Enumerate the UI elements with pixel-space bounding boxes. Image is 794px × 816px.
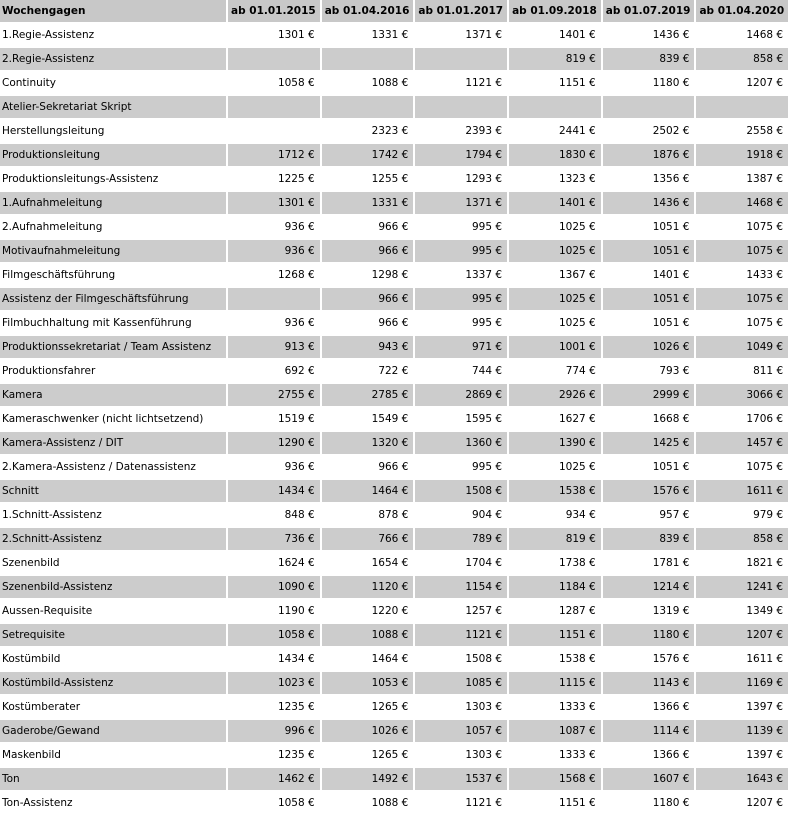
- wage-cell: 2926 €: [509, 384, 601, 406]
- wage-cell: 996 €: [228, 720, 320, 742]
- wage-cell: 1624 €: [277, 557, 315, 569]
- wage-cell: 878 €: [378, 509, 409, 521]
- wage-cell: [228, 96, 320, 118]
- wage-cell: 1025 €: [559, 461, 596, 473]
- wage-cell: 819 €: [509, 528, 601, 550]
- wage-cell: 1235 €: [277, 701, 315, 713]
- wage-cell: 1611 €: [746, 653, 784, 665]
- wage-cell: 1265 €: [371, 749, 409, 761]
- wage-cell: [415, 96, 507, 118]
- table-row: [0, 408, 788, 430]
- position-label: Aussen-Requisite: [2, 605, 93, 617]
- wage-cell: 774 €: [565, 365, 596, 377]
- table-row: [0, 168, 788, 190]
- position-label: 1.Schnitt-Assistenz: [2, 509, 102, 521]
- wage-cell: 1918 €: [696, 144, 788, 166]
- wage-cell: 1287 €: [559, 605, 596, 617]
- wage-cell: 1088 €: [322, 624, 414, 646]
- wage-cell: 1075 €: [696, 288, 788, 310]
- wage-cell: 1051 €: [652, 461, 690, 473]
- wage-cell: 1607 €: [603, 768, 695, 790]
- wage-cell: 1180 €: [652, 77, 690, 89]
- wage-cell: 1143 €: [603, 672, 695, 694]
- wage-cell: 1519 €: [277, 413, 315, 425]
- wage-cell: 1508 €: [415, 480, 507, 502]
- table-row: [0, 72, 788, 94]
- table-row: [0, 96, 788, 118]
- position-label: Filmgeschäftsführung: [2, 269, 116, 281]
- table-row: [0, 744, 788, 766]
- table-row: [0, 48, 788, 70]
- wage-cell: 1464 €: [371, 653, 409, 665]
- table-row: [0, 288, 788, 310]
- wage-cell: 1023 €: [228, 672, 320, 694]
- table-row: [0, 336, 788, 358]
- table-row: [0, 384, 788, 406]
- wage-cell: 1293 €: [465, 173, 503, 185]
- wage-cell: 1121 €: [415, 624, 507, 646]
- wage-cell: 1001 €: [509, 336, 601, 358]
- wage-cell: 1169 €: [696, 672, 788, 694]
- wage-cell: [509, 96, 601, 118]
- position-label: Kamera-Assistenz / DIT: [0, 432, 226, 454]
- table-row: [0, 768, 788, 790]
- wage-cell: 936 €: [284, 221, 315, 233]
- wage-cell: [603, 96, 695, 118]
- wage-cell: 936 €: [228, 240, 320, 262]
- wage-cell: 1290 €: [228, 432, 320, 454]
- wage-cell: 1462 €: [228, 768, 320, 790]
- position-label: Ton-Assistenz: [2, 797, 73, 809]
- wage-cell: 966 €: [378, 461, 409, 473]
- wage-cell: 979 €: [753, 509, 784, 521]
- table-row: [0, 600, 788, 622]
- wage-cell: 1225 €: [277, 173, 315, 185]
- wage-cell: [228, 48, 320, 70]
- wage-cell: 1121 €: [465, 77, 503, 89]
- wage-cell: 2999 €: [603, 384, 695, 406]
- wage-cell: 1180 €: [603, 624, 695, 646]
- wage-cell: 1301 €: [277, 29, 315, 41]
- wage-cell: [696, 96, 788, 118]
- wage-cell: 1151 €: [559, 797, 596, 809]
- table-row: [0, 144, 788, 166]
- wage-cell: 1049 €: [696, 336, 788, 358]
- wage-cell: 1303 €: [465, 749, 503, 761]
- wage-cell: 1075 €: [746, 221, 784, 233]
- wage-cell: 1468 €: [696, 192, 788, 214]
- table-row: [0, 792, 788, 814]
- column-header-date: ab 01.04.2020: [696, 0, 788, 22]
- wage-cell: 1114 €: [603, 720, 695, 742]
- position-label: Atelier-Sekretariat Skript: [0, 96, 226, 118]
- wage-cell: 1356 €: [652, 173, 690, 185]
- wage-cell: 1706 €: [746, 413, 784, 425]
- wage-cell: 1058 €: [277, 797, 315, 809]
- wage-cell: 1397 €: [746, 701, 784, 713]
- wage-cell: 1821 €: [746, 557, 784, 569]
- column-header-date: ab 01.01.2017: [415, 0, 507, 22]
- wage-cell: [322, 96, 414, 118]
- position-label: Produktionsfahrer: [2, 365, 96, 377]
- wage-cell: 1026 €: [322, 720, 414, 742]
- wage-cell: 1457 €: [696, 432, 788, 454]
- wage-cell: 1366 €: [652, 749, 690, 761]
- wage-cell: 1025 €: [509, 288, 601, 310]
- table-row: [0, 504, 788, 526]
- wage-cell: 1120 €: [322, 576, 414, 598]
- position-label: 2.Schnitt-Assistenz: [0, 528, 226, 550]
- wage-cell: 2393 €: [465, 125, 503, 137]
- wage-cell: 1492 €: [322, 768, 414, 790]
- wage-cell: 2785 €: [322, 384, 414, 406]
- wage-cell: 1333 €: [559, 749, 596, 761]
- position-label: Motivaufnahmeleitung: [0, 240, 226, 262]
- position-label: Setrequisite: [0, 624, 226, 646]
- wage-cell: 1331 €: [322, 192, 414, 214]
- wage-cell: 692 €: [284, 365, 315, 377]
- position-label: Continuity: [2, 77, 57, 89]
- wage-cell: 1207 €: [696, 624, 788, 646]
- wage-cell: 1207 €: [746, 77, 784, 89]
- wage-cell: 1781 €: [652, 557, 690, 569]
- wage-cell: 1257 €: [465, 605, 503, 617]
- wage-cell: 1401 €: [509, 192, 601, 214]
- wage-cell: 2323 €: [371, 125, 409, 137]
- column-header-date: ab 01.01.2015: [228, 0, 320, 22]
- table-row: [0, 360, 788, 382]
- wage-cell: 858 €: [696, 48, 788, 70]
- wage-cell: 1366 €: [652, 701, 690, 713]
- wage-cell: 1794 €: [415, 144, 507, 166]
- wage-cell: [228, 288, 320, 310]
- wage-cell: 1549 €: [371, 413, 409, 425]
- position-label: Produktionsleitungs-Assistenz: [2, 173, 159, 185]
- wage-cell: 1184 €: [509, 576, 601, 598]
- wage-cell: 1241 €: [696, 576, 788, 598]
- table-row: [0, 312, 788, 334]
- table-row: [0, 264, 788, 286]
- wage-cell: 971 €: [415, 336, 507, 358]
- wage-cell: 1830 €: [509, 144, 601, 166]
- wage-cell: 1301 €: [228, 192, 320, 214]
- wage-cell: 1255 €: [371, 173, 409, 185]
- wage-cell: 2441 €: [559, 125, 596, 137]
- position-label: Ton: [0, 768, 226, 790]
- wage-cell: 848 €: [284, 509, 315, 521]
- wage-cell: 1026 €: [603, 336, 695, 358]
- wage-cell: 995 €: [415, 288, 507, 310]
- wage-cell: 1025 €: [559, 317, 596, 329]
- wage-cell: 1220 €: [371, 605, 409, 617]
- wage-cell: 1207 €: [746, 797, 784, 809]
- wage-cell: 1051 €: [603, 288, 695, 310]
- position-label: Produktionssekretariat / Team Assistenz: [0, 336, 226, 358]
- wage-cell: 1371 €: [465, 29, 503, 41]
- wage-cell: 1115 €: [509, 672, 601, 694]
- wage-cell: 1434 €: [228, 480, 320, 502]
- wage-cell: 1320 €: [322, 432, 414, 454]
- position-label: Maskenbild: [2, 749, 61, 761]
- wage-cell: 1180 €: [652, 797, 690, 809]
- wage-cell: [228, 120, 320, 142]
- wage-cell: 1190 €: [277, 605, 315, 617]
- wage-cell: 1051 €: [603, 240, 695, 262]
- wage-cell: 966 €: [378, 317, 409, 329]
- wage-cell: 1025 €: [559, 221, 596, 233]
- position-label: Kostümberater: [2, 701, 81, 713]
- column-header-date: ab 01.04.2016: [322, 0, 414, 22]
- wage-cell: [415, 48, 507, 70]
- wage-cell: 1058 €: [228, 624, 320, 646]
- wage-cell: 1075 €: [696, 240, 788, 262]
- wage-cell: 1576 €: [603, 480, 695, 502]
- wage-cell: 1360 €: [415, 432, 507, 454]
- wage-cell: 819 €: [509, 48, 601, 70]
- wage-cell: 1333 €: [559, 701, 596, 713]
- wage-cell: 966 €: [378, 221, 409, 233]
- wage-cell: 839 €: [603, 528, 695, 550]
- wage-cell: 1075 €: [746, 461, 784, 473]
- wage-cell: 3066 €: [696, 384, 788, 406]
- wage-cell: 1235 €: [277, 749, 315, 761]
- wage-cell: 1337 €: [465, 269, 503, 281]
- wage-cell: 1538 €: [509, 480, 601, 502]
- wage-cell: [322, 48, 414, 70]
- wage-cell: 1268 €: [277, 269, 315, 281]
- table-row: [0, 480, 788, 502]
- position-label: Kameraschwenker (nicht lichtsetzend): [2, 413, 204, 425]
- wage-cell: 1053 €: [322, 672, 414, 694]
- wage-cell: 904 €: [472, 509, 503, 521]
- wage-cell: 1214 €: [603, 576, 695, 598]
- position-label: Herstellungsleitung: [2, 125, 105, 137]
- wage-cell: 1390 €: [509, 432, 601, 454]
- wage-cell: 966 €: [322, 288, 414, 310]
- position-label: Kostümbild: [2, 653, 61, 665]
- wage-cell: 1742 €: [322, 144, 414, 166]
- table-row: [0, 552, 788, 574]
- wage-cell: 1371 €: [415, 192, 507, 214]
- wage-cell: 1088 €: [371, 797, 409, 809]
- wage-cell: 1265 €: [371, 701, 409, 713]
- wage-cell: 1611 €: [696, 480, 788, 502]
- column-header-title: Wochengagen: [0, 0, 226, 22]
- wage-cell: 1704 €: [465, 557, 503, 569]
- table-row: [0, 216, 788, 238]
- wage-cell: 1738 €: [559, 557, 596, 569]
- wage-cell: 811 €: [753, 365, 784, 377]
- wage-cell: 1397 €: [746, 749, 784, 761]
- position-label: Szenenbild-Assistenz: [0, 576, 226, 598]
- wage-cell: 1319 €: [652, 605, 690, 617]
- wage-cell: 1139 €: [696, 720, 788, 742]
- wage-cell: 839 €: [603, 48, 695, 70]
- wage-cell: 1425 €: [603, 432, 695, 454]
- wage-cell: 1051 €: [652, 317, 690, 329]
- position-label: 2.Regie-Assistenz: [0, 48, 226, 70]
- wage-cell: 1595 €: [465, 413, 503, 425]
- wage-cell: 1090 €: [228, 576, 320, 598]
- table-row: [0, 240, 788, 262]
- wage-cell: 1433 €: [746, 269, 784, 281]
- position-label: Kostümbild-Assistenz: [0, 672, 226, 694]
- wage-cell: 1323 €: [559, 173, 596, 185]
- table-row: [0, 648, 788, 670]
- wage-cell: 736 €: [228, 528, 320, 550]
- wage-cell: 1087 €: [509, 720, 601, 742]
- table-row: [0, 24, 788, 46]
- wage-cell: 934 €: [565, 509, 596, 521]
- wage-cell: 2869 €: [415, 384, 507, 406]
- wage-cell: 1508 €: [465, 653, 503, 665]
- column-header-date: ab 01.07.2019: [603, 0, 695, 22]
- table-row: [0, 576, 788, 598]
- wage-cell: 2558 €: [746, 125, 784, 137]
- position-label: 1.Aufnahmeleitung: [0, 192, 226, 214]
- table-row: [0, 432, 788, 454]
- wage-cell: 1464 €: [322, 480, 414, 502]
- wage-cell: 1643 €: [696, 768, 788, 790]
- table-row: [0, 192, 788, 214]
- wage-cell: 1627 €: [559, 413, 596, 425]
- table-row: [0, 696, 788, 718]
- table-row: [0, 120, 788, 142]
- position-label: 2.Kamera-Assistenz / Datenassistenz: [2, 461, 196, 473]
- position-label: 2.Aufnahmeleitung: [2, 221, 103, 233]
- wage-cell: 1057 €: [415, 720, 507, 742]
- wage-cell: 995 €: [472, 221, 503, 233]
- wage-cell: 1088 €: [371, 77, 409, 89]
- table-row: [0, 624, 788, 646]
- wage-cell: 1154 €: [415, 576, 507, 598]
- table-row: [0, 672, 788, 694]
- position-label: Gaderobe/Gewand: [0, 720, 226, 742]
- wage-cell: 2755 €: [228, 384, 320, 406]
- position-label: Szenenbild: [2, 557, 60, 569]
- position-label: Schnitt: [0, 480, 226, 502]
- wage-cell: 1576 €: [652, 653, 690, 665]
- column-header-date: ab 01.09.2018: [509, 0, 601, 22]
- wage-cell: 789 €: [415, 528, 507, 550]
- wage-cell: 1876 €: [603, 144, 695, 166]
- wage-cell: 1436 €: [652, 29, 690, 41]
- wage-cell: 744 €: [472, 365, 503, 377]
- wage-cell: 1434 €: [277, 653, 315, 665]
- wage-cell: 1085 €: [415, 672, 507, 694]
- wage-cell: 966 €: [322, 240, 414, 262]
- wage-cell: 1298 €: [371, 269, 409, 281]
- wage-cell: 943 €: [322, 336, 414, 358]
- wage-cell: 995 €: [472, 461, 503, 473]
- wage-cell: 1537 €: [415, 768, 507, 790]
- wage-cell: 936 €: [284, 317, 315, 329]
- wage-cell: 1712 €: [228, 144, 320, 166]
- position-label: Kamera: [0, 384, 226, 406]
- position-label: Filmbuchhaltung mit Kassenführung: [2, 317, 192, 329]
- wage-cell: 913 €: [228, 336, 320, 358]
- wage-cell: 1121 €: [465, 797, 503, 809]
- wage-cell: 1075 €: [746, 317, 784, 329]
- table-row: [0, 456, 788, 478]
- wage-cell: 1568 €: [509, 768, 601, 790]
- wage-cell: 1387 €: [746, 173, 784, 185]
- wage-cell: 957 €: [659, 509, 690, 521]
- wage-cell: 1051 €: [652, 221, 690, 233]
- wage-cell: 995 €: [472, 317, 503, 329]
- wage-cell: 1654 €: [371, 557, 409, 569]
- wage-cell: 1151 €: [559, 77, 596, 89]
- wage-cell: 722 €: [378, 365, 409, 377]
- wage-cell: 1151 €: [509, 624, 601, 646]
- wage-cell: 1401 €: [652, 269, 690, 281]
- wage-cell: 995 €: [415, 240, 507, 262]
- wage-cell: 1349 €: [746, 605, 784, 617]
- position-label: Produktionsleitung: [0, 144, 226, 166]
- wage-cell: 1668 €: [652, 413, 690, 425]
- position-label: 1.Regie-Assistenz: [2, 29, 95, 41]
- wage-cell: 858 €: [696, 528, 788, 550]
- wage-cell: 1401 €: [559, 29, 596, 41]
- table-body: [0, 24, 788, 814]
- wage-cell: 1468 €: [746, 29, 784, 41]
- wage-cell: 1367 €: [559, 269, 596, 281]
- wage-cell: 1025 €: [509, 240, 601, 262]
- header-row: [0, 0, 788, 22]
- table-row: [0, 528, 788, 550]
- wage-cell: 1331 €: [371, 29, 409, 41]
- wage-cell: 1538 €: [559, 653, 596, 665]
- wage-cell: 2502 €: [652, 125, 690, 137]
- wage-cell: 1058 €: [277, 77, 315, 89]
- wage-cell: 936 €: [284, 461, 315, 473]
- table-row: [0, 720, 788, 742]
- wage-cell: 1436 €: [603, 192, 695, 214]
- position-label: Assistenz der Filmgeschäftsführung: [0, 288, 226, 310]
- wage-cell: 1303 €: [465, 701, 503, 713]
- wage-cell: 793 €: [659, 365, 690, 377]
- wage-cell: 766 €: [322, 528, 414, 550]
